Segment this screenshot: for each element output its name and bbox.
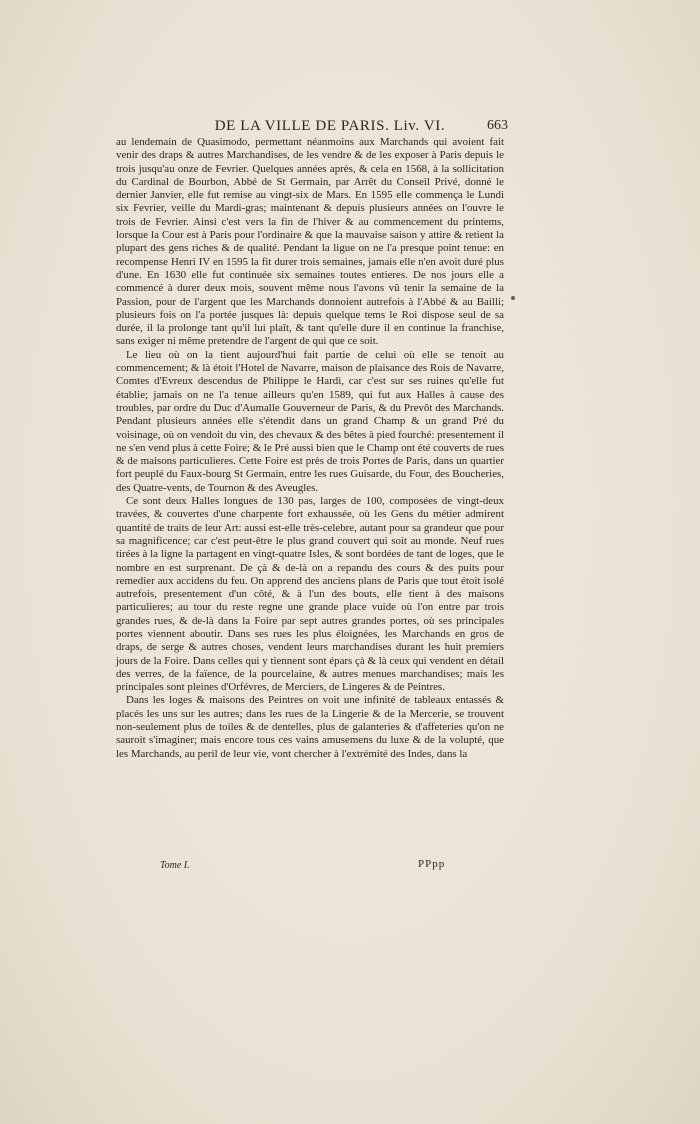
volume-signature: Tome I. — [160, 860, 190, 871]
paragraph-3: Ce sont deux Halles longues de 130 pas, larges de 100, composées de vingt-deux travées, & couvertes d'une charpente fort exhaussée, où les Gens du métier admirent quantité de traits de leur Art: aussi est-elle très-celebre, autant pour sa grandeur que pour sa magnificence; car c'est peut-être le plus grand couvert qui soit au monde. Neuf rues tirées à la ligne la partagent en vingt-quatre Isles, & sont bordées de tant de loges, que le nombre en est surprenant. De çà & de-là on a repandu des cours & des puits pour remedier aux accidens du feu. On apprend des anciens plans de Paris que tout étoit isolé autrefois, presentement d'un côté, & à l'un des bouts, elle tient à des maisons particulieres; au tour du reste regne une grande place vuide où l'on entre par trois grandes rues, & de-là dans la Foire par sept autres grandes portes, où ses principales portes viennent aboutir. Dans ses rues les plus éloignées, les Marchands en gros de draps, de serge & autres choses, vendent leurs marchandises durant les huit premiers jours de la Foire. Dans celles qui y tiennent sont épars çà & là ceux qui vendent en détail des verres, de la faïence, de la pourcelaine, & autres menues marchandises; mais les principales sont pleines d'Orfévres, de Merciers, de Lingeres & de Peintres. — [116, 495, 504, 694]
signature-mark: PPpp — [418, 858, 446, 870]
running-head: DE LA VILLE DE PARIS. Liv. VI. — [214, 118, 446, 134]
paragraph-4: Dans les loges & maisons des Peintres on voit une infinité de tableaux entassés & placés les uns sur les autres; dans les rues de la Lingerie & de la Mercerie, se trouvent non-seulement plus de toiles & de dentelles, plus de galanteries & d'affeteries qu'on ne sauroit s'imaginer; mais encore tous ces vains amusemens du luxe & de la volupté, que les Marchands, au peril de leur vie, vont chercher à l'extrémité des Indes, dans la — [116, 694, 504, 760]
page-number: 663 — [487, 118, 508, 133]
margin-mark — [511, 296, 515, 300]
body-text — [116, 136, 504, 761]
paragraph-1: au lendemain de Quasimodo, permettant néanmoins aux Marchands qui avoient fait venir des draps & autres Marchandises, de les vendre & de les exposer à Paris depuis le trois jusqu'au onze de Fevrier. Quelques années après, & cela en 1568, à la sollicitation du Cardinal de Bourbon, Abbé de St Germain, par Arrêt du Conseil Privé, donné le dernier Janvier, elle fut remise au vingt-six de Mars. En 1595 elle commença le Lundi six Fevrier, veille du Mardi-gras; maintenant & depuis plusieurs années on l'ouvre le trois de Fevrier. Ainsi c'est vers la fin de l'hiver & au commencement du printems, lorsque la Cour est à Paris pour l'ordinaire & que la mauvaise saison y attire & retient la plupart des gens riches & de qualité. Pendant la ligue on ne l'a presque point tenue: en recompense Henri IV en 1595 la fit durer trois semaines, jamais elle n'en avoit duré plus d'une. En 1630 elle fut continuée six semaines toutes entieres. De nos jours elle a commencé à durer deux mois, souvent même nous l'avons vû tenir la semaine de la Passion, pour de l'argent que les Marchands donnoient autrefois à l'Abbé & au Bailli; plusieurs fois on l'a portée jusques là: depuis quelque tems le Roi dispose seul de sa durée, il la prolonge tant qu'il lui plaît, & tant qu'elle dure il en continue la franchise, sans exiger ni même pretendre de l'argent de qui que ce soit. — [116, 136, 504, 348]
paragraph-2: Le lieu où on la tient aujourd'hui fait partie de celui où elle se tenoit au commencement; & là étoit l'Hotel de Navarre, maison de plaisance des Rois de Navarre, Comtes d'Evreux descendus de Philippe le Hardi, car c'est sur ses ruines qu'elle fut établie; jamais on ne l'a tenue ailleurs qu'en 1589, qui fut aux Halles à cause des troubles, par ordre du Duc d'Aumalle Gouverneur de Paris, & du Prevôt des Marchands. Pendant plusieurs années elle s'étendit dans un grand Champ & un grand Pré du voisinage, où on vendoit du vin, des chevaux & des bêtes à pied fourché: presentement il ne s'en vend plus à cette Foire; & le Pré aussi bien que le Champ ont été couverts de rues & de maisons particulieres. Cette Foire est près de trois Portes de Paris, dans un quartier fort peuplé du Faux-bourg St Germain, entre les rues Guisarde, du Four, des Boucheries, des Quatre-vents, de Tournon & des Aveugles. — [116, 348, 504, 494]
